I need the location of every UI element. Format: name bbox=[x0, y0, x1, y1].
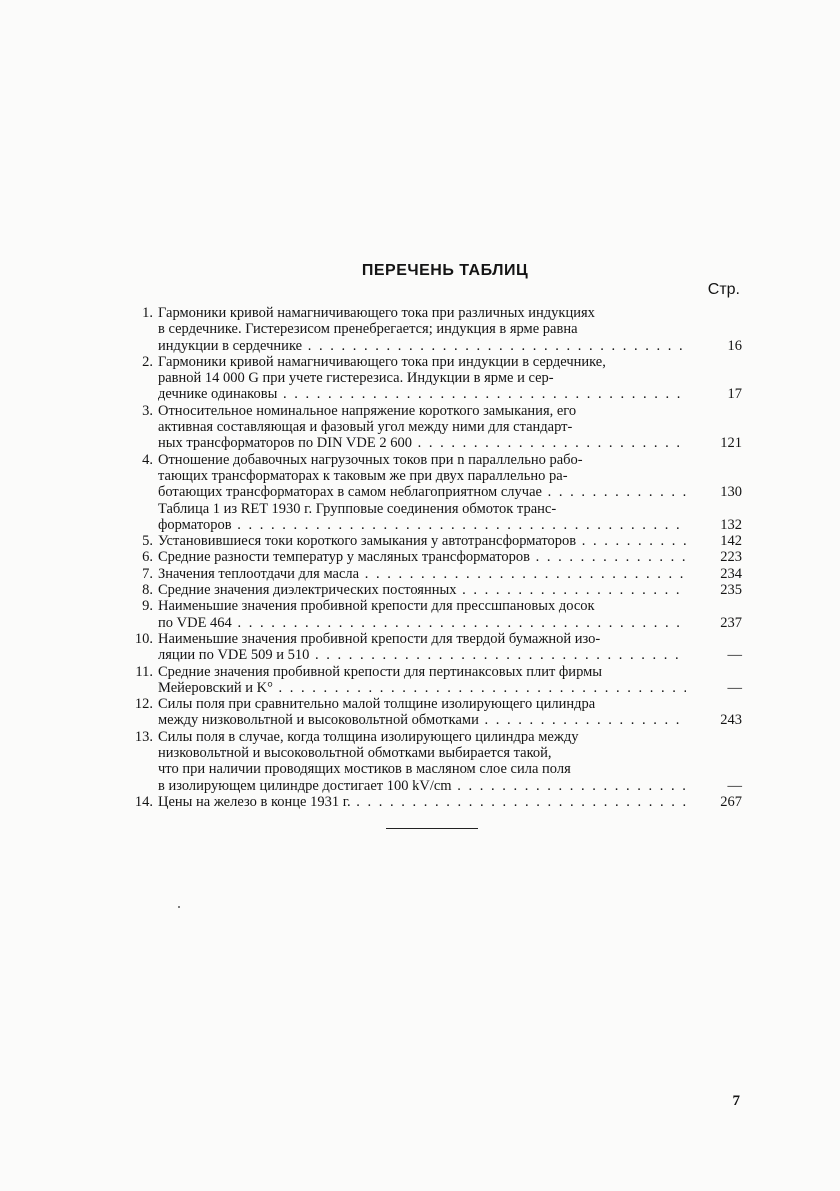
entry-title bbox=[158, 354, 686, 403]
list-item bbox=[132, 631, 742, 664]
entry-number: 5. bbox=[142, 533, 153, 550]
list-item bbox=[132, 664, 742, 697]
entry-title-line: активная составляющая и фазовый угол между ними для стандарт- bbox=[158, 419, 573, 436]
entry-title-line: Силы поля при сравнительно малой толщине изолирующего цилиндра bbox=[158, 696, 596, 713]
entry-title-last-line: по VDE 464 . . . bbox=[158, 615, 686, 631]
entry-title-last-line: Мейеровский и K° . . . bbox=[158, 680, 686, 696]
entry-title-line: Гармоники кривой намагничивающего тока при различных индукциях bbox=[158, 305, 595, 321]
entry-title-line: Наименьшие значения пробивной крепости для твердой бумажной изо- bbox=[158, 630, 601, 647]
entry-title-last-line: Установившиеся токи короткого замыкания у автотрансформаторов . . . bbox=[158, 533, 686, 549]
entry-number: 14. bbox=[134, 793, 153, 810]
entry-title bbox=[158, 631, 686, 664]
entry-title-last-line: форматоров . . . bbox=[158, 517, 686, 533]
entry-title-line: Гармоники кривой намагничивающего тока при индукции в сердечнике, bbox=[158, 353, 606, 370]
entry-title-last-line: ботающих трансформаторах в самом неблагоприятном случае . . . bbox=[158, 484, 686, 500]
list-item bbox=[132, 582, 742, 598]
entry-title-line: низковольтной и высоковольтной обмотками выбирается такой, bbox=[158, 745, 552, 762]
list-item bbox=[132, 452, 742, 501]
entry-title-last-line: дечнике одинаковы . . . bbox=[158, 386, 686, 402]
entry-page: 223 bbox=[720, 549, 742, 566]
list-item bbox=[132, 305, 742, 354]
entry-title-line: равной 14 000 G при учете гистерезиса. Индукции в ярме и сер- bbox=[158, 370, 554, 387]
entry-title bbox=[158, 794, 686, 810]
entry-number: 13. bbox=[134, 728, 153, 745]
entry-title-line: тающих трансформаторах к таковым же при двух параллельно ра- bbox=[158, 467, 568, 484]
entry-title bbox=[158, 566, 686, 582]
entry-title bbox=[158, 305, 686, 354]
entry-page: 17 bbox=[727, 386, 742, 403]
entry-title-last-line: между низковольтной и высоковольтной обмотками . . . bbox=[158, 712, 686, 728]
entry-number: 9. bbox=[142, 598, 153, 615]
entry-number: 1. bbox=[142, 305, 153, 321]
entry-page: — bbox=[727, 777, 742, 794]
list-item bbox=[132, 533, 742, 549]
entry-title bbox=[158, 664, 686, 697]
entry-number: 11. bbox=[135, 663, 153, 680]
entry-page: 237 bbox=[720, 614, 742, 631]
list-item bbox=[132, 354, 742, 403]
entry-title-last-line: Средние разности температур у масляных трансформаторов . . . bbox=[158, 549, 686, 565]
page-column-header: Стр. bbox=[707, 281, 740, 298]
entry-number: 2. bbox=[142, 353, 153, 370]
entry-title-last-line: ных трансформаторов по DIN VDE 2 600 . . . bbox=[158, 435, 686, 451]
entry-page: 235 bbox=[720, 582, 742, 599]
list-item bbox=[132, 794, 742, 810]
entry-page: 121 bbox=[720, 435, 742, 452]
entry-number: 6. bbox=[142, 549, 153, 566]
entry-title bbox=[158, 403, 686, 452]
list-item bbox=[132, 696, 742, 729]
entry-title bbox=[158, 729, 686, 794]
entry-title bbox=[158, 582, 686, 598]
entry-title-line: в сердечнике. Гистерезисом пренебрегается; индукция в ярме равна bbox=[158, 321, 578, 338]
entry-page: 130 bbox=[720, 484, 742, 501]
entry-title-last-line: Средние значения диэлектрических постоянных . . . bbox=[158, 582, 686, 598]
list-item bbox=[132, 501, 742, 534]
entry-page: 132 bbox=[720, 516, 742, 533]
entry-title bbox=[158, 696, 686, 729]
entry-title-line: Отношение добавочных нагрузочных токов при n параллельно рабо- bbox=[158, 451, 583, 468]
entry-number: 7. bbox=[142, 565, 153, 582]
list-item bbox=[132, 729, 742, 794]
list-item bbox=[132, 566, 742, 582]
page-title: ПЕРЕЧЕНЬ ТАБЛИЦ bbox=[361, 262, 529, 279]
entry-title-last-line: индукции в сердечнике . . . bbox=[158, 338, 686, 354]
page-number: 7 bbox=[732, 1093, 740, 1109]
entry-title bbox=[158, 598, 686, 631]
entry-title-line: Силы поля в случае, когда толщина изолирующего цилиндра между bbox=[158, 728, 579, 745]
list-item bbox=[132, 403, 742, 452]
entry-title-last-line: в изолирующем цилиндре достигает 100 kV/cm . . . bbox=[158, 778, 686, 794]
table-list bbox=[132, 305, 742, 810]
entry-title-line: Относительное номинальное напряжение короткого замыкания, его bbox=[158, 402, 577, 419]
entry-page: — bbox=[727, 647, 742, 664]
entry-page: 243 bbox=[720, 712, 742, 729]
entry-title-last-line: Цены на железо в конце 1931 г. . . . bbox=[158, 794, 686, 810]
entry-title-last-line: ляции по VDE 509 и 510 . . . bbox=[158, 647, 686, 663]
entry-title-line: Средние значения пробивной крепости для пертинаксовых плит фирмы bbox=[158, 663, 603, 680]
list-item bbox=[132, 549, 742, 565]
entry-title bbox=[158, 549, 686, 565]
entry-page: 267 bbox=[720, 793, 742, 810]
entry-title-line: Таблица 1 из RET 1930 г. Групповые соединения обмоток транс- bbox=[158, 500, 557, 517]
entry-title bbox=[158, 533, 686, 549]
print-speck bbox=[178, 906, 180, 908]
entry-title-line: Наименьшие значения пробивной крепости для прессшпановых досок bbox=[158, 598, 595, 615]
entry-number: 4. bbox=[142, 451, 153, 468]
entry-title bbox=[158, 501, 686, 534]
entry-page: — bbox=[727, 679, 742, 696]
entry-number: 3. bbox=[142, 402, 153, 419]
entry-number: 12. bbox=[134, 696, 153, 713]
entry-page: 16 bbox=[727, 337, 742, 354]
entry-title-last-line: Значения теплоотдачи для масла . . . bbox=[158, 566, 686, 582]
separator-rule bbox=[386, 828, 478, 829]
entry-number: 8. bbox=[142, 582, 153, 599]
entry-number: 10. bbox=[134, 630, 153, 647]
list-item bbox=[132, 598, 742, 631]
entry-title bbox=[158, 452, 686, 501]
entry-title-line: что при наличии проводящих мостиков в масляном слое сила поля bbox=[158, 761, 571, 778]
entry-page: 234 bbox=[720, 565, 742, 582]
entry-page: 142 bbox=[720, 533, 742, 550]
